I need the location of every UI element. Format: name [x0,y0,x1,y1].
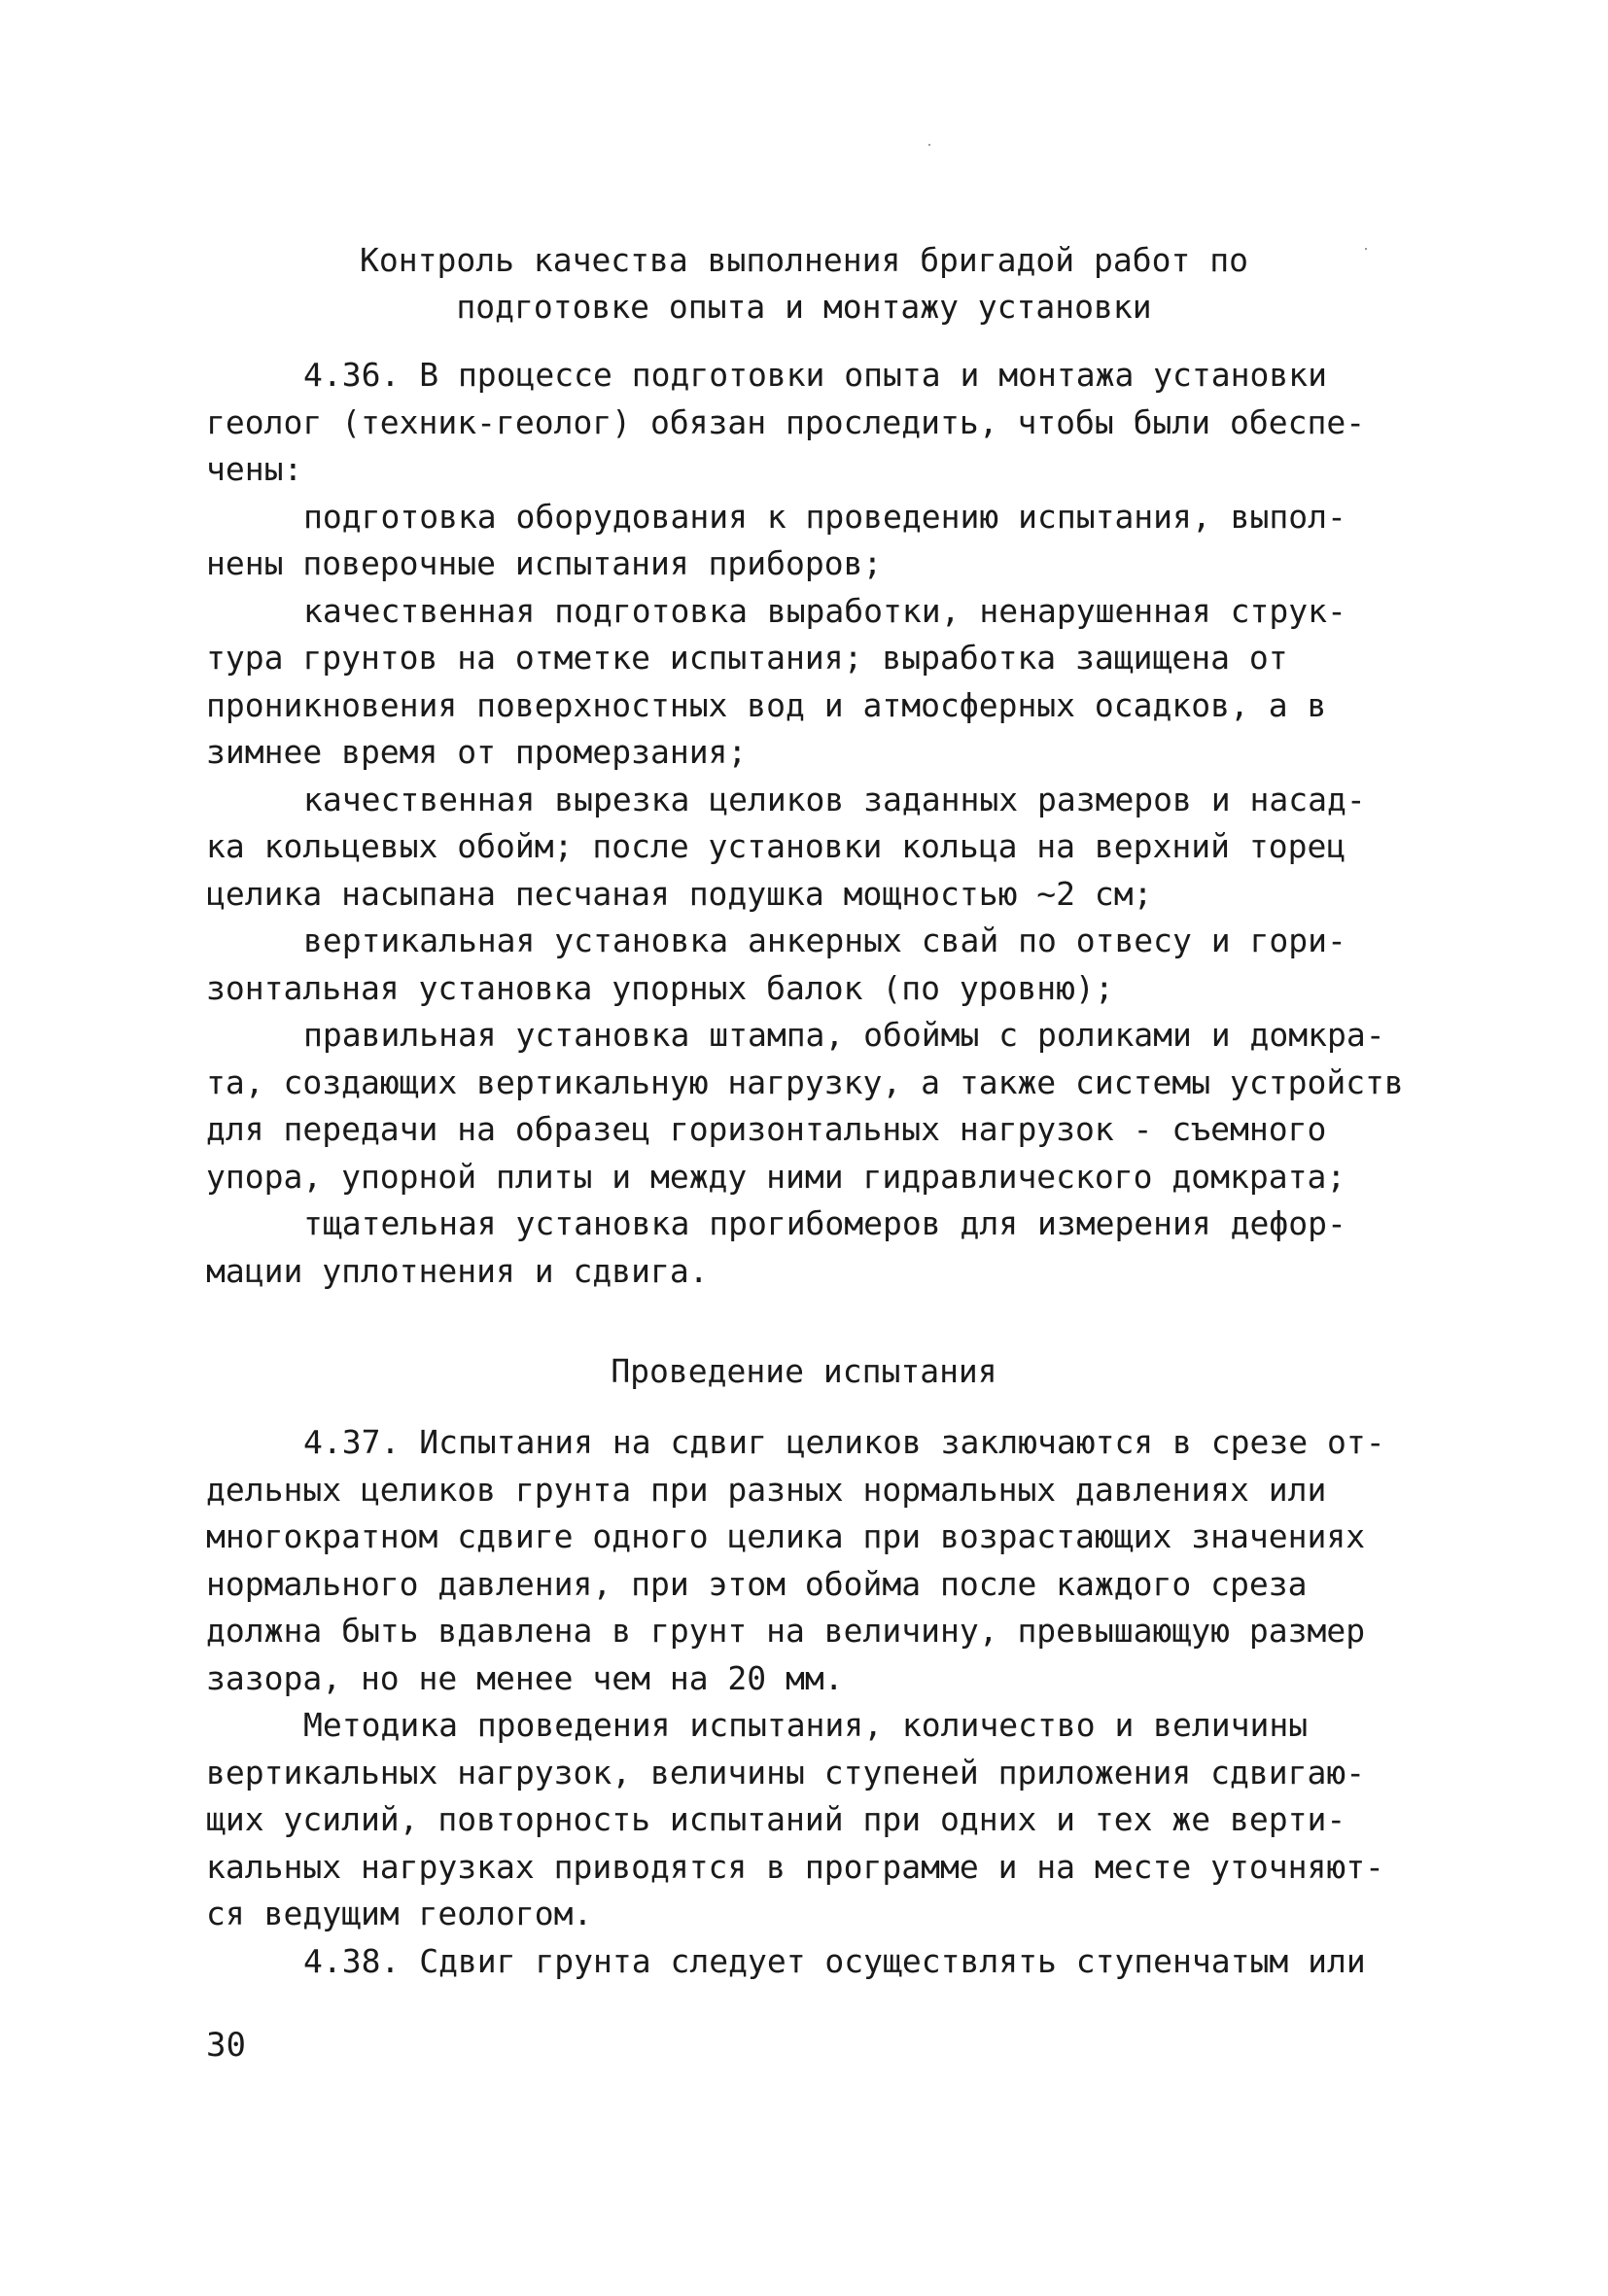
text-line: многократном сдвиге одного целика при возрастающих значениях [206,1517,1366,1555]
text-line: нормального давления, при этом обойма после каждого среза [206,1564,1308,1603]
text-line: целика насыпана песчаная подушка мощностью ~2 см; [206,874,1153,913]
text-line: для передачи на образец горизонтальных нагрузок - съемного [206,1110,1327,1148]
text-line: упора, упорной плиты и между ними гидравлического домкрата; [206,1157,1346,1196]
text-line: качественная вырезка целиков заданных размеров и насад- [303,780,1366,818]
paragraph-block-4-36 [206,352,1431,1295]
text-line: щих усилий, повторность испытаний при одних и тех же верти- [206,1800,1346,1838]
text-line: чены: [206,450,303,488]
text-line: 4.36. В процессе подготовки опыта и монтажа установки [303,356,1327,394]
text-line: вертикальная установка анкерных свай по отвесу и гори- [303,922,1346,959]
text-line: вертикальных нагрузок, величины ступеней приложения сдвигаю- [206,1753,1366,1792]
text-line: нены поверочные испытания приборов; [206,544,883,582]
text-line: 4.38. Сдвиг грунта следует осуществлять ступенчатым или [303,1941,1366,1980]
text-line: ка кольцевых обойм; после установки кольца на верхний торец [206,827,1346,865]
text-line: тура грунтов на отметке испытания; выработка защищена от [206,639,1288,677]
scan-speck [928,144,930,146]
text-line: зимнее время от промерзания; [206,733,748,771]
text-line: должна быть вдавлена в грунт на величину, превышающую размер [206,1612,1366,1650]
text-line: мации уплотнения и сдвига. [206,1251,709,1290]
text-line: Методика проведения испытания, количество и величины [303,1706,1309,1744]
section-title-line: подготовке опыта и монтажу установки [456,288,1152,326]
section-title-line: Проведение испытания [611,1352,997,1390]
text-line: зонтальная установка упорных балок (по уровню); [206,968,1114,1007]
text-line: зазора, но не менее чем на 20 мм. [206,1658,844,1697]
text-line: качественная подготовка выработки, ненарушенная струк- [303,591,1346,630]
section-title-test-procedure [0,1348,1608,1395]
text-line: тщательная установка прогибомеров для измерения дефор- [303,1204,1346,1242]
text-line: кальных нагрузках приводятся в программе и на месте уточняют- [206,1847,1384,1886]
text-line: дельных целиков грунта при разных нормальных давлениях или [206,1470,1327,1509]
text-line: геолог (техник-геолог) обязан проследить, чтобы были обеспе- [206,402,1366,441]
paragraph-block-4-37 [206,1419,1431,1985]
page-number: 30 [206,2026,246,2065]
text-line: правильная установка штампа, обоймы с роликами и домкра- [303,1016,1385,1054]
section-title-line: Контроль качества выполнения бригадой работ по [360,241,1248,279]
text-line: 4.37. Испытания на сдвиг целиков заключаются в срезе от- [303,1423,1385,1461]
text-line: подготовка оборудования к проведению испытания, выпол- [303,497,1346,536]
section-title-quality-control [0,237,1608,330]
text-line: ся ведущим геологом. [206,1895,593,1932]
text-line: та, создающих вертикальную нагрузку, а также системы устройств [206,1062,1404,1101]
text-line: проникновения поверхностных вод и атмосферных осадков, а в [206,685,1327,724]
